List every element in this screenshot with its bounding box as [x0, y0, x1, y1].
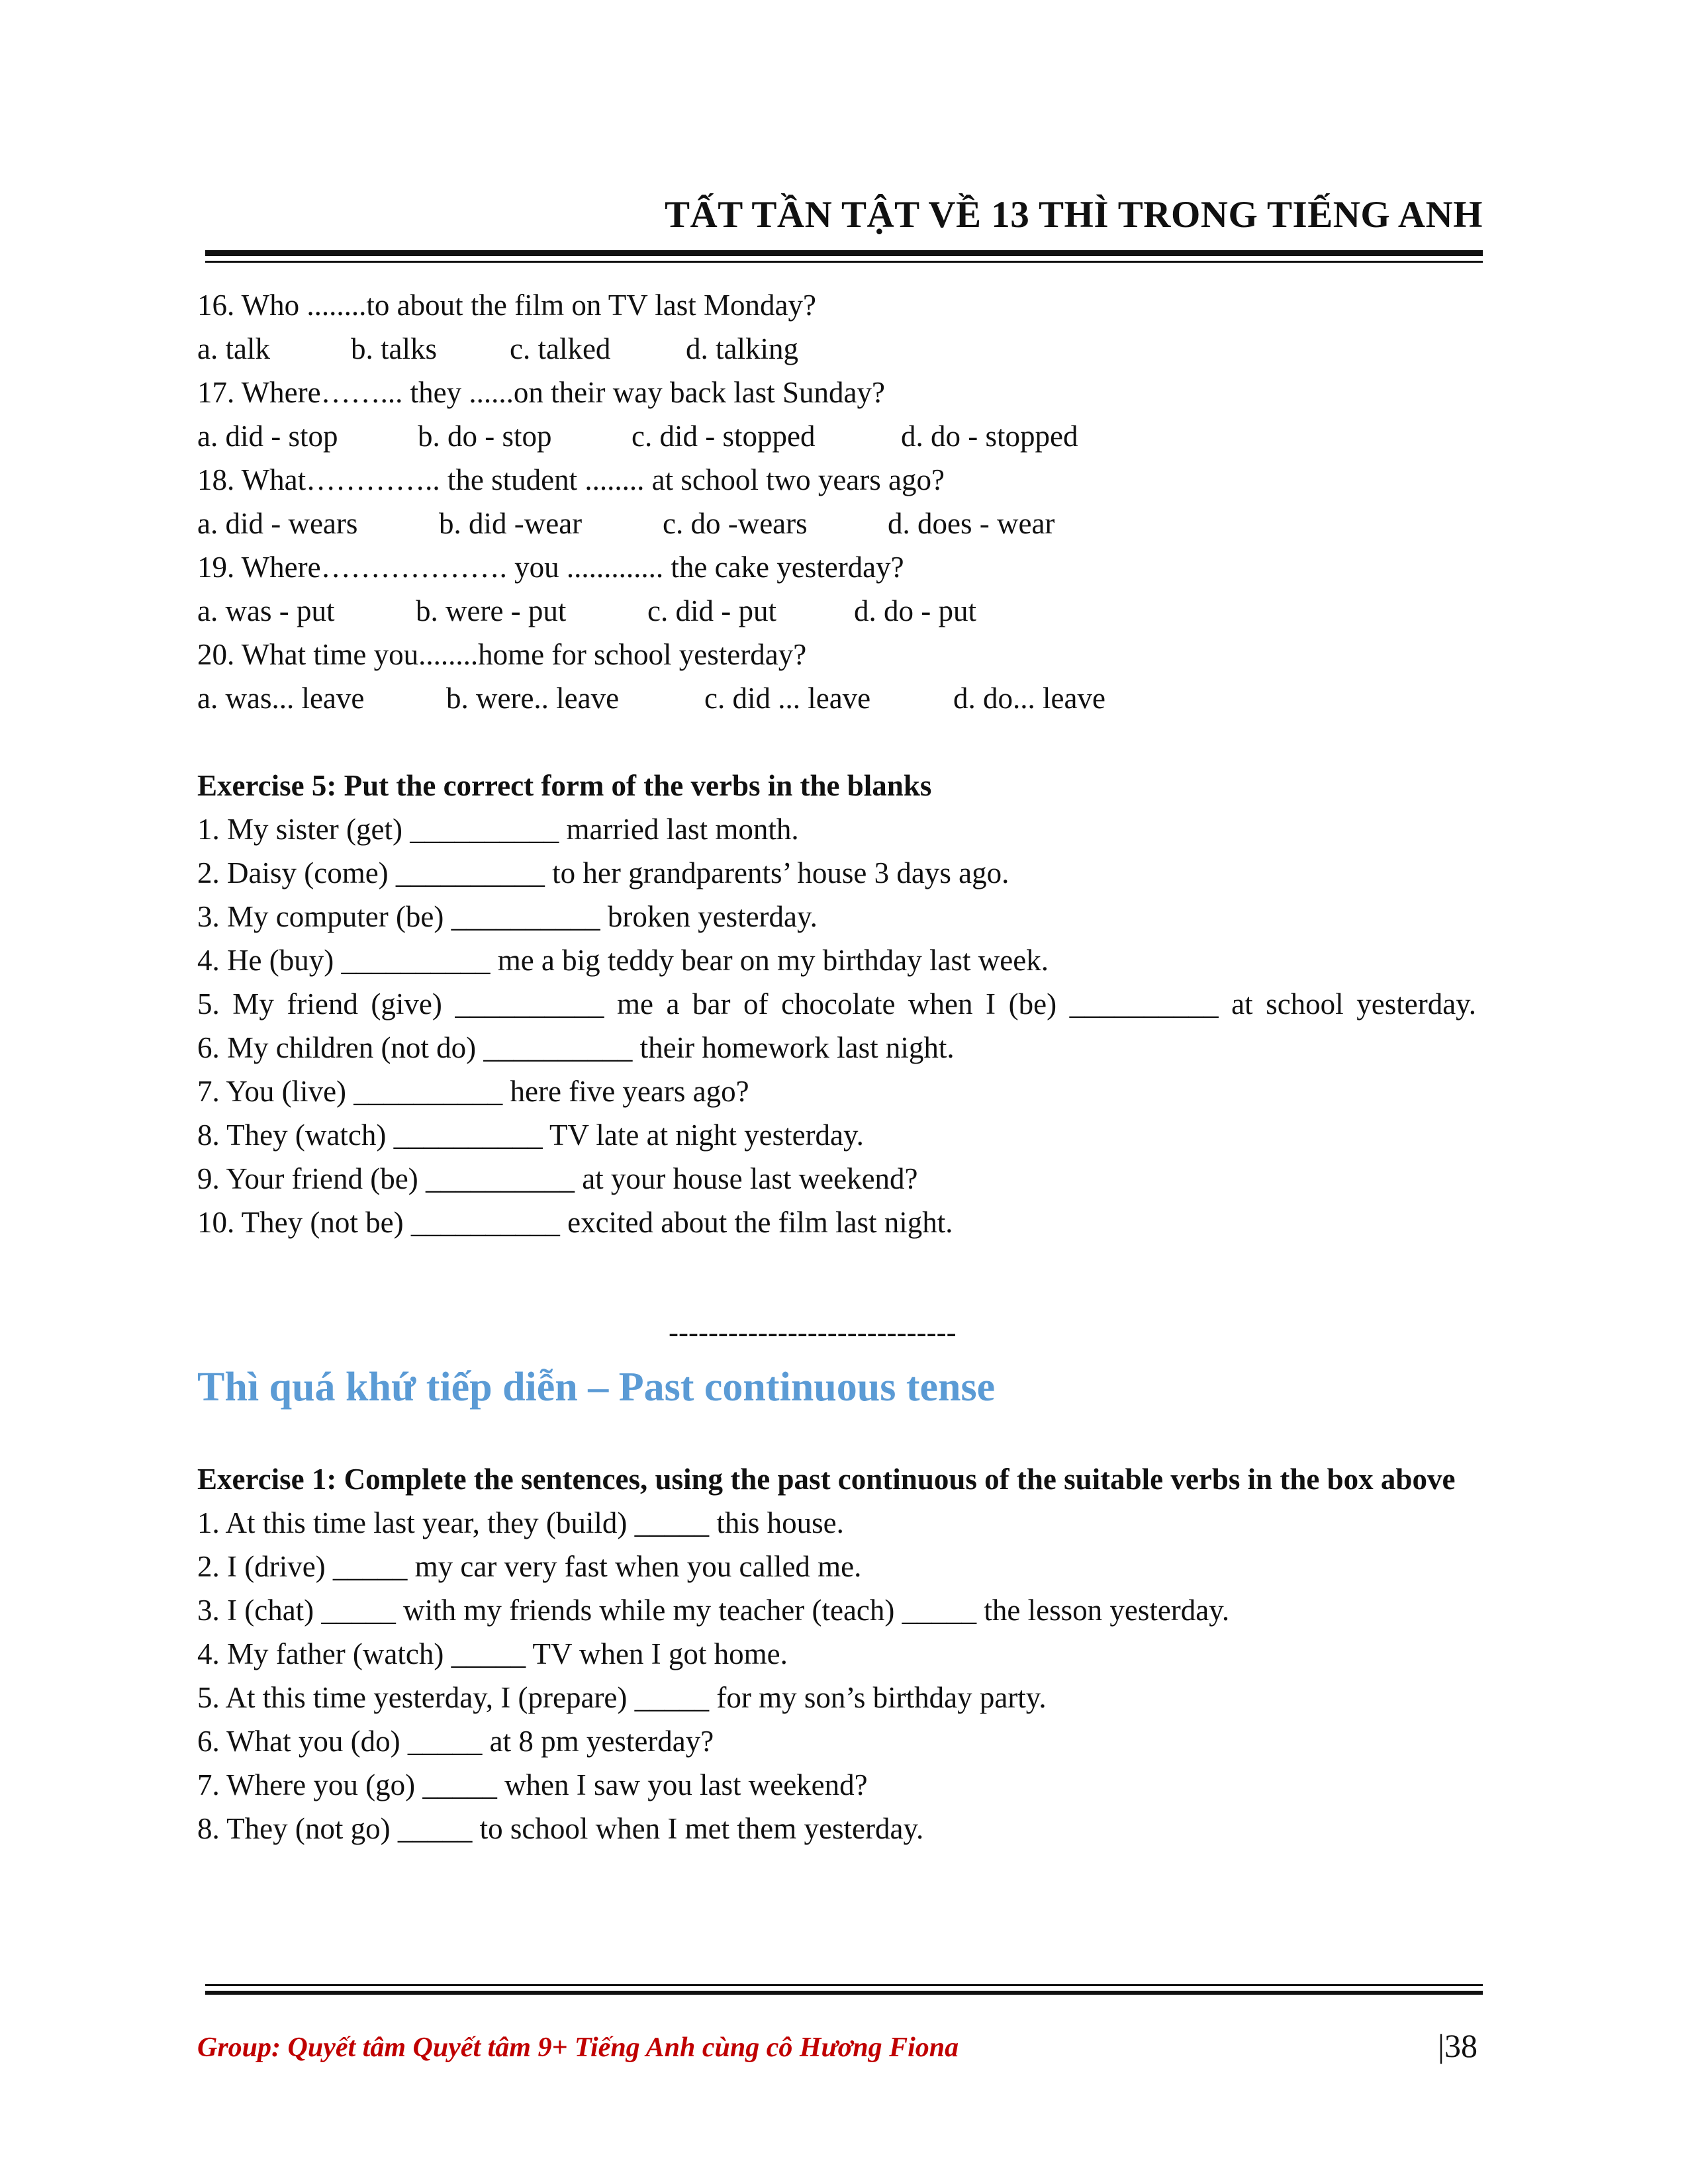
option-b: b. talks	[351, 332, 437, 365]
footer-group-text: Group: Quyết tâm Quyết tâm 9+ Tiếng Anh cùng cô Hương Fiona	[197, 2032, 959, 2063]
option-d: d. does - wear	[888, 507, 1055, 540]
header-rule-thick	[205, 250, 1483, 256]
header-rule-thin	[205, 261, 1483, 263]
exercise-5-item-9: 9. Your friend (be) __________ at your house last weekend?	[197, 1162, 918, 1195]
exercise-1-item-4: 4. My father (watch) _____ TV when I got home.	[197, 1637, 788, 1670]
option-a: a. talk	[197, 332, 270, 365]
option-c: c. talked	[510, 332, 611, 365]
exercise-5-heading: Exercise 5: Put the correct form of the verbs in the blanks	[197, 769, 932, 802]
question-19-options	[197, 589, 1476, 633]
option-a: a. was... leave	[197, 682, 365, 715]
option-d: d. talking	[686, 332, 798, 365]
section-separator: -----------------------------	[669, 1316, 957, 1349]
exercise-5-item-7: 7. You (live) __________ here five years ago?	[197, 1075, 749, 1108]
exercise-5-item-10: 10. They (not be) __________ excited about the film last night.	[197, 1206, 953, 1239]
option-b: b. did -wear	[439, 507, 583, 540]
spacer	[197, 720, 1476, 764]
option-c: c. did - stopped	[632, 420, 816, 453]
footer-rule-thin	[205, 1984, 1483, 1986]
spacer	[197, 1414, 1476, 1457]
question-20: 20. What time you........home for school yesterday?	[197, 638, 807, 671]
exercise-1-item-7: 7. Where you (go) _____ when I saw you last weekend?	[197, 1768, 868, 1801]
page-number: |38	[1437, 2027, 1477, 2064]
exercise-1-item-8: 8. They (not go) _____ to school when I met them yesterday.	[197, 1812, 924, 1845]
question-16-options	[197, 327, 1476, 371]
option-a: a. did - stop	[197, 420, 338, 453]
exercise-1-item-6: 6. What you (do) _____ at 8 pm yesterday?	[197, 1725, 714, 1758]
option-a: a. was - put	[197, 594, 335, 627]
option-a: a. did - wears	[197, 507, 358, 540]
exercise-5-item-1: 1. My sister (get) __________ married last month.	[197, 813, 799, 846]
exercise-1-item-2: 2. I (drive) _____ my car very fast when you called me.	[197, 1550, 862, 1583]
option-d: d. do - put	[854, 594, 976, 627]
section-title: Thì quá khứ tiếp diễn – Past continuous tense	[197, 1365, 996, 1410]
footer-rule-thick	[205, 1991, 1483, 1995]
option-b: b. do - stop	[418, 420, 552, 453]
exercise-5-item-8: 8. They (watch) __________ TV late at night yesterday.	[197, 1118, 864, 1152]
question-18: 18. What………….. the student ........ at school two years ago?	[197, 463, 945, 496]
page-content	[197, 283, 1476, 1850]
option-c: c. did ... leave	[704, 682, 871, 715]
option-b: b. were - put	[416, 594, 567, 627]
exercise-5-item-6: 6. My children (not do) __________ their homework last night.	[197, 1031, 955, 1064]
option-d: d. do - stopped	[901, 420, 1078, 453]
exercise-1-item-1: 1. At this time last year, they (build) _____ this house.	[197, 1506, 844, 1539]
exercise-5-item-5: 5. My friend (give) __________ me a bar of chocolate when I (be) __________ at school yesterday.	[197, 987, 1476, 1021]
page-header-title: TẤT TẦN TẬT VỀ 13 THÌ TRONG TIẾNG ANH	[665, 194, 1483, 236]
option-d: d. do... leave	[953, 682, 1105, 715]
question-16: 16. Who ........to about the film on TV last Monday?	[197, 289, 816, 322]
question-18-options	[197, 502, 1476, 545]
question-19: 19. Where………………. you ............. the cake yesterday?	[197, 551, 904, 584]
exercise-5-item-4: 4. He (buy) __________ me a big teddy bear on my birthday last week.	[197, 944, 1049, 977]
exercise-5-item-3: 3. My computer (be) __________ broken yesterday.	[197, 900, 818, 933]
exercise-5-item-2: 2. Daisy (come) __________ to her grandparents’ house 3 days ago.	[197, 856, 1009, 889]
exercise-1-item-5: 5. At this time yesterday, I (prepare) _____ for my son’s birthday party.	[197, 1681, 1047, 1714]
option-b: b. were.. leave	[446, 682, 620, 715]
exercise-1-item-3: 3. I (chat) _____ with my friends while my teacher (teach) _____ the lesson yesterday.	[197, 1594, 1230, 1627]
question-17: 17. Where……... they ......on their way back last Sunday?	[197, 376, 885, 409]
question-20-options	[197, 676, 1476, 720]
option-c: c. did - put	[647, 594, 776, 627]
question-17-options	[197, 414, 1476, 458]
exercise-1-heading: Exercise 1: Complete the sentences, using the past continuous of the suitable verbs in the box above	[197, 1463, 1456, 1496]
option-c: c. do -wears	[663, 507, 808, 540]
